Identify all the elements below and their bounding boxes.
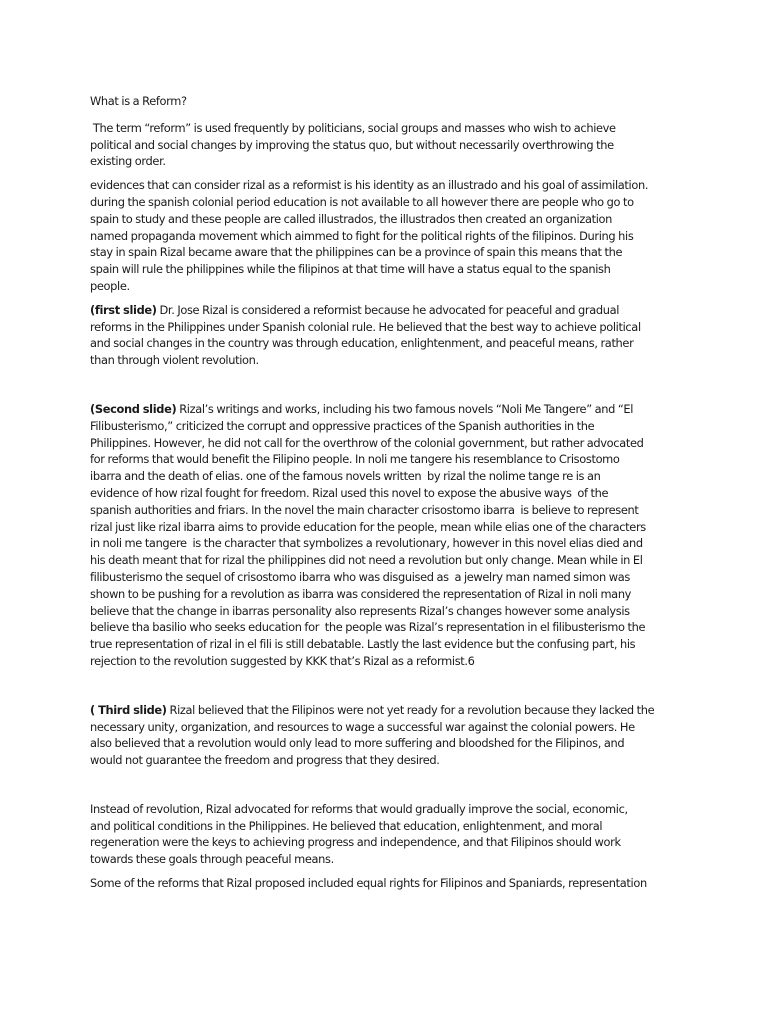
paragraph-third-slide bbox=[90, 702, 686, 769]
text-fragment: Rizal’s writings and works, including his two famous novels “Noli Me Tangere” and “El bbox=[176, 401, 634, 416]
paragraph-illustrado-evidence bbox=[90, 177, 686, 295]
text-line: ibarra and the death of elias. one of the famous novels written by rizal the nolime tange re is an bbox=[90, 469, 601, 484]
text-line: his death meant that for rizal the philippines did not need a revolution but only change. Mean while in El bbox=[90, 553, 643, 568]
slide-label: (first slide) bbox=[90, 302, 157, 317]
text-line: towards these goals through peaceful means. bbox=[90, 852, 334, 867]
text-line bbox=[90, 302, 686, 319]
text-line: rejection to the revolution suggested by KKK that’s Rizal as a reformist.6 bbox=[90, 653, 475, 668]
text-line: rizal just like rizal ibarra aims to provide education for the people, mean while elias one of the characters bbox=[90, 519, 646, 534]
paragraph-first-slide bbox=[90, 302, 686, 369]
text-line: and political conditions in the Philippines. He believed that education, enlightenment, and moral bbox=[90, 818, 603, 833]
text-line: The term “reform” is used frequently by politicians, social groups and masses who wish to achieve bbox=[90, 120, 616, 135]
text-line: Some of the reforms that Rizal proposed included equal rights for Filipinos and Spaniards, representation bbox=[90, 876, 647, 891]
text-line: people. bbox=[90, 278, 130, 293]
text-line: during the spanish colonial period education is not available to all however there are people who go to bbox=[90, 194, 634, 209]
text-line: regeneration were the keys to achieving progress and independence, and that Filipinos should work bbox=[90, 835, 621, 850]
slide-label: ( Third slide) bbox=[90, 702, 167, 717]
text-line: for reforms that would benefit the Filipino people. In noli me tangere his resemblance to Crisostomo bbox=[90, 452, 620, 467]
text-line: believe tha basilio who seeks education for the people was Rizal’s representation in el filibusterismo the bbox=[90, 620, 646, 635]
text-line: true representation of rizal in el fili is still debatable. Lastly the last evidence but the confusing part, his bbox=[90, 637, 636, 652]
text-line: existing order. bbox=[90, 154, 166, 169]
document-page bbox=[90, 93, 686, 892]
text-line: Instead of revolution, Rizal advocated for reforms that would gradually improve the social, economic, bbox=[90, 801, 628, 816]
text-line: political and social changes by improving the status quo, but without necessarily overthrowing the bbox=[90, 137, 614, 152]
text-line: also believed that a revolution would only lead to more suffering and bloodshed for the Filipinos, and bbox=[90, 736, 625, 751]
paragraph-proposed-reforms bbox=[90, 875, 686, 892]
text-line: spanish authorities and friars. In the novel the main character crisostomo ibarra is believe to represent bbox=[90, 502, 639, 517]
text-fragment: Dr. Jose Rizal is considered a reformist because he advocated for peaceful and gradual bbox=[156, 302, 620, 317]
text-line: shown to be pushing for a revolution as ibarra was considered the representation of Rizal in noli many bbox=[90, 586, 632, 601]
paragraph-reform-definition bbox=[90, 120, 686, 170]
slide-label: (Second slide) bbox=[90, 401, 177, 416]
paragraph-instead-of-revolution bbox=[90, 801, 686, 868]
text-line: evidences that can consider rizal as a reformist is his identity as an illustrado and his goal of assimilation. bbox=[90, 178, 649, 193]
text-fragment: Rizal believed that the Filipinos were not yet ready for a revolution because they lacked the bbox=[166, 702, 655, 717]
text-line: believe that the change in ibarras personality also represents Rizal’s changes however some analysis bbox=[90, 603, 630, 618]
text-line: reforms in the Philippines under Spanish colonial rule. He believed that the best way to achieve political bbox=[90, 319, 641, 334]
text-line bbox=[90, 702, 686, 719]
text-line: stay in spain Rizal became aware that the philippines can be a province of spain this means that the bbox=[90, 245, 623, 260]
document-title: What is a Reform? bbox=[90, 94, 187, 108]
paragraph-second-slide bbox=[90, 401, 686, 670]
text-line bbox=[90, 401, 686, 418]
text-line: filibusterismo the sequel of crisostomo ibarra who was disguised as a jewelry man named simon was bbox=[90, 569, 630, 584]
text-line: would not guarantee the freedom and progress that they desired. bbox=[90, 753, 440, 768]
text-line: than through violent revolution. bbox=[90, 353, 259, 368]
text-line: spain will rule the philippines while the filipinos at that time will have a status equal to the spanish bbox=[90, 262, 611, 277]
text-line: necessary unity, organization, and resources to wage a successful war against the colonial powers. He bbox=[90, 719, 635, 734]
text-line: in noli me tangere is the character that symbolizes a revolutionary, however in this novel elias died and bbox=[90, 536, 643, 551]
text-line: and social changes in the country was through education, enlightenment, and peaceful means, rather bbox=[90, 336, 634, 351]
text-line: Philippines. However, he did not call for the overthrow of the colonial government, but rather advocated bbox=[90, 435, 644, 450]
text-line: evidence of how rizal fought for freedom. Rizal used this novel to expose the abusive ways of the bbox=[90, 485, 609, 500]
text-line: spain to study and these people are called illustrados, the illustrados then created an organization bbox=[90, 211, 613, 226]
text-line: Filibusterismo,” criticized the corrupt and oppressive practices of the Spanish authorities in the bbox=[90, 418, 595, 433]
text-line: named propaganda movement which aimmed to fight for the political rights of the filipinos. During his bbox=[90, 228, 634, 243]
